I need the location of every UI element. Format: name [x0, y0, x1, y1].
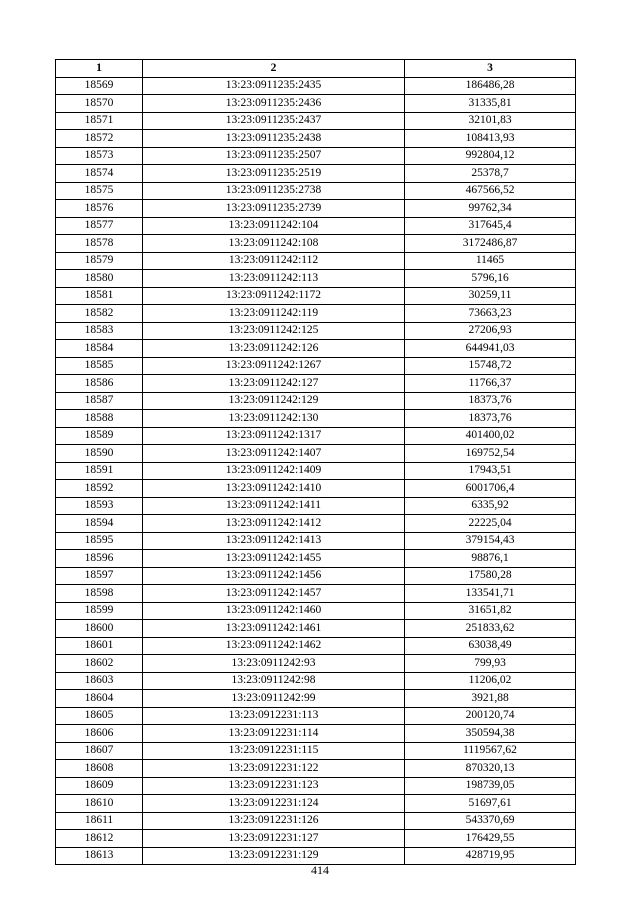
- row-number-cell: 18589: [56, 427, 143, 445]
- row-number-cell: 18608: [56, 760, 143, 778]
- row-number-cell: 18573: [56, 147, 143, 165]
- table-row: [56, 637, 576, 655]
- value-cell: 401400,02: [405, 427, 576, 445]
- cadastral-number-cell: 13:23:0911242:93: [143, 655, 405, 673]
- table-row: [56, 672, 576, 690]
- row-number-cell: 18604: [56, 690, 143, 708]
- value-cell: 176429,55: [405, 830, 576, 848]
- row-number-cell: 18594: [56, 515, 143, 533]
- table-row: [56, 322, 576, 340]
- table-row: [56, 742, 576, 760]
- cadastral-number-cell: 13:23:0911242:112: [143, 252, 405, 270]
- table-row: [56, 252, 576, 270]
- table-row: [56, 707, 576, 725]
- value-cell: 543370,69: [405, 812, 576, 830]
- value-cell: 186486,28: [405, 77, 576, 95]
- value-cell: 63038,49: [405, 637, 576, 655]
- value-cell: 350594,38: [405, 725, 576, 743]
- table-row: [56, 287, 576, 305]
- table-row: [56, 305, 576, 323]
- value-cell: 108413,93: [405, 130, 576, 148]
- row-number-cell: 18578: [56, 235, 143, 253]
- row-number-cell: 18607: [56, 742, 143, 760]
- row-number-cell: 18570: [56, 95, 143, 113]
- value-cell: 17943,51: [405, 462, 576, 480]
- value-cell: 18373,76: [405, 410, 576, 428]
- value-cell: 18373,76: [405, 392, 576, 410]
- table-row: [56, 130, 576, 148]
- cadastral-number-cell: 13:23:0911242:1460: [143, 602, 405, 620]
- cadastral-number-cell: 13:23:0912231:115: [143, 742, 405, 760]
- value-cell: 870320,13: [405, 760, 576, 778]
- table-row: [56, 585, 576, 603]
- cadastral-number-cell: 13:23:0912231:123: [143, 777, 405, 795]
- value-cell: 5796,16: [405, 270, 576, 288]
- row-number-cell: 18599: [56, 602, 143, 620]
- value-cell: 11766,37: [405, 375, 576, 393]
- cadastral-number-cell: 13:23:0911242:1407: [143, 445, 405, 463]
- table-row: [56, 147, 576, 165]
- cadastral-number-cell: 13:23:0911242:1409: [143, 462, 405, 480]
- value-cell: 51697,61: [405, 795, 576, 813]
- row-number-cell: 18613: [56, 847, 143, 865]
- row-number-cell: 18574: [56, 165, 143, 183]
- row-number-cell: 18603: [56, 672, 143, 690]
- cadastral-number-cell: 13:23:0911242:127: [143, 375, 405, 393]
- value-cell: 3921,88: [405, 690, 576, 708]
- cadastral-number-cell: 13:23:0911235:2436: [143, 95, 405, 113]
- row-number-cell: 18569: [56, 77, 143, 95]
- value-cell: 31335,81: [405, 95, 576, 113]
- cadastral-number-cell: 13:23:0911235:2738: [143, 182, 405, 200]
- cadastral-number-cell: 13:23:0911242:1455: [143, 550, 405, 568]
- cadastral-number-cell: 13:23:0911242:104: [143, 217, 405, 235]
- cadastral-number-cell: 13:23:0912231:124: [143, 795, 405, 813]
- cadastral-number-cell: 13:23:0912231:114: [143, 725, 405, 743]
- row-number-cell: 18587: [56, 392, 143, 410]
- table-row: [56, 410, 576, 428]
- cadastral-number-cell: 13:23:0911242:99: [143, 690, 405, 708]
- value-cell: 25378,7: [405, 165, 576, 183]
- value-cell: 11465: [405, 252, 576, 270]
- cadastral-number-cell: 13:23:0911242:126: [143, 340, 405, 358]
- value-cell: 799,93: [405, 655, 576, 673]
- row-number-cell: 18583: [56, 322, 143, 340]
- row-number-cell: 18602: [56, 655, 143, 673]
- value-cell: 6335,92: [405, 497, 576, 515]
- table-body: [56, 77, 576, 865]
- value-cell: 15748,72: [405, 357, 576, 375]
- table-row: [56, 602, 576, 620]
- row-number-cell: 18600: [56, 620, 143, 638]
- row-number-cell: 18591: [56, 462, 143, 480]
- table-row: [56, 847, 576, 865]
- row-number-cell: 18584: [56, 340, 143, 358]
- table-row: [56, 567, 576, 585]
- value-cell: 467566,52: [405, 182, 576, 200]
- cadastral-number-cell: 13:23:0911242:1456: [143, 567, 405, 585]
- row-number-cell: 18579: [56, 252, 143, 270]
- cadastral-number-cell: 13:23:0911235:2438: [143, 130, 405, 148]
- table-row: [56, 655, 576, 673]
- value-cell: 27206,93: [405, 322, 576, 340]
- cadastral-number-cell: 13:23:0911242:129: [143, 392, 405, 410]
- row-number-cell: 18606: [56, 725, 143, 743]
- table-row: [56, 112, 576, 130]
- value-cell: 200120,74: [405, 707, 576, 725]
- table-row: [56, 182, 576, 200]
- table-row: [56, 165, 576, 183]
- table-row: [56, 725, 576, 743]
- table-row: [56, 532, 576, 550]
- row-number-cell: 18609: [56, 777, 143, 795]
- row-number-cell: 18575: [56, 182, 143, 200]
- table-row: [56, 497, 576, 515]
- value-cell: 644941,03: [405, 340, 576, 358]
- cadastral-number-cell: 13:23:0911242:113: [143, 270, 405, 288]
- table-row: [56, 270, 576, 288]
- table-row: [56, 445, 576, 463]
- table-row: [56, 690, 576, 708]
- cadastral-number-cell: 13:23:0912231:126: [143, 812, 405, 830]
- row-number-cell: 18580: [56, 270, 143, 288]
- row-number-cell: 18593: [56, 497, 143, 515]
- table-row: [56, 77, 576, 95]
- table-row: [56, 760, 576, 778]
- row-number-cell: 18585: [56, 357, 143, 375]
- table-row: [56, 480, 576, 498]
- value-cell: 992804,12: [405, 147, 576, 165]
- table-row: [56, 357, 576, 375]
- table-row: [56, 340, 576, 358]
- cadastral-number-cell: 13:23:0911242:119: [143, 305, 405, 323]
- row-number-cell: 18576: [56, 200, 143, 218]
- row-number-cell: 18592: [56, 480, 143, 498]
- table-row: [56, 427, 576, 445]
- value-cell: 1119567,62: [405, 742, 576, 760]
- table-row: [56, 812, 576, 830]
- table-row: [56, 375, 576, 393]
- row-number-cell: 18601: [56, 637, 143, 655]
- value-cell: 6001706,4: [405, 480, 576, 498]
- row-number-cell: 18572: [56, 130, 143, 148]
- table-row: [56, 235, 576, 253]
- cadastral-number-cell: 13:23:0911242:125: [143, 322, 405, 340]
- table-row: [56, 830, 576, 848]
- value-cell: 428719,95: [405, 847, 576, 865]
- cadastral-number-cell: 13:23:0911242:130: [143, 410, 405, 428]
- value-cell: 31651,82: [405, 602, 576, 620]
- table-row: [56, 200, 576, 218]
- table-row: [56, 777, 576, 795]
- row-number-cell: 18612: [56, 830, 143, 848]
- cadastral-number-cell: 13:23:0911235:2739: [143, 200, 405, 218]
- column-header-2: 2: [143, 60, 405, 78]
- table-row: [56, 550, 576, 568]
- column-header-3: 3: [405, 60, 576, 78]
- row-number-cell: 18596: [56, 550, 143, 568]
- cadastral-number-cell: 13:23:0911242:1413: [143, 532, 405, 550]
- row-number-cell: 18571: [56, 112, 143, 130]
- value-cell: 98876,1: [405, 550, 576, 568]
- cadastral-number-cell: 13:23:0912231:122: [143, 760, 405, 778]
- row-number-cell: 18595: [56, 532, 143, 550]
- row-number-cell: 18605: [56, 707, 143, 725]
- value-cell: 30259,11: [405, 287, 576, 305]
- value-cell: 17580,28: [405, 567, 576, 585]
- cadastral-number-cell: 13:23:0911235:2435: [143, 77, 405, 95]
- value-cell: 22225,04: [405, 515, 576, 533]
- cadastral-number-cell: 13:23:0911242:1267: [143, 357, 405, 375]
- row-number-cell: 18590: [56, 445, 143, 463]
- data-table: [55, 59, 576, 865]
- header-row: [56, 60, 576, 78]
- value-cell: 133541,71: [405, 585, 576, 603]
- row-number-cell: 18588: [56, 410, 143, 428]
- table-row: [56, 392, 576, 410]
- row-number-cell: 18597: [56, 567, 143, 585]
- value-cell: 99762,34: [405, 200, 576, 218]
- table-row: [56, 217, 576, 235]
- cadastral-number-cell: 13:23:0911242:1172: [143, 287, 405, 305]
- cadastral-number-cell: 13:23:0911242:108: [143, 235, 405, 253]
- cadastral-number-cell: 13:23:0911242:1457: [143, 585, 405, 603]
- column-header-1: 1: [56, 60, 143, 78]
- cadastral-number-cell: 13:23:0911235:2519: [143, 165, 405, 183]
- cadastral-number-cell: 13:23:0911242:1412: [143, 515, 405, 533]
- row-number-cell: 18581: [56, 287, 143, 305]
- table-row: [56, 620, 576, 638]
- value-cell: 73663,23: [405, 305, 576, 323]
- cadastral-number-cell: 13:23:0911242:1317: [143, 427, 405, 445]
- cadastral-number-cell: 13:23:0912231:127: [143, 830, 405, 848]
- cadastral-number-cell: 13:23:0911242:1410: [143, 480, 405, 498]
- value-cell: 251833,62: [405, 620, 576, 638]
- row-number-cell: 18598: [56, 585, 143, 603]
- value-cell: 32101,83: [405, 112, 576, 130]
- table-row: [56, 795, 576, 813]
- value-cell: 169752,54: [405, 445, 576, 463]
- cadastral-number-cell: 13:23:0911242:1411: [143, 497, 405, 515]
- row-number-cell: 18610: [56, 795, 143, 813]
- cadastral-number-cell: 13:23:0912231:129: [143, 847, 405, 865]
- cadastral-number-cell: 13:23:0912231:113: [143, 707, 405, 725]
- value-cell: 198739,05: [405, 777, 576, 795]
- table-row: [56, 95, 576, 113]
- value-cell: 11206,02: [405, 672, 576, 690]
- cadastral-number-cell: 13:23:0911242:1462: [143, 637, 405, 655]
- cadastral-number-cell: 13:23:0911235:2507: [143, 147, 405, 165]
- value-cell: 317645,4: [405, 217, 576, 235]
- cadastral-number-cell: 13:23:0911242:1461: [143, 620, 405, 638]
- table-row: [56, 462, 576, 480]
- row-number-cell: 18611: [56, 812, 143, 830]
- value-cell: 379154,43: [405, 532, 576, 550]
- row-number-cell: 18586: [56, 375, 143, 393]
- row-number-cell: 18577: [56, 217, 143, 235]
- page-number: 414: [311, 863, 329, 877]
- cadastral-number-cell: 13:23:0911242:98: [143, 672, 405, 690]
- row-number-cell: 18582: [56, 305, 143, 323]
- table-row: [56, 515, 576, 533]
- value-cell: 3172486,87: [405, 235, 576, 253]
- cadastral-number-cell: 13:23:0911235:2437: [143, 112, 405, 130]
